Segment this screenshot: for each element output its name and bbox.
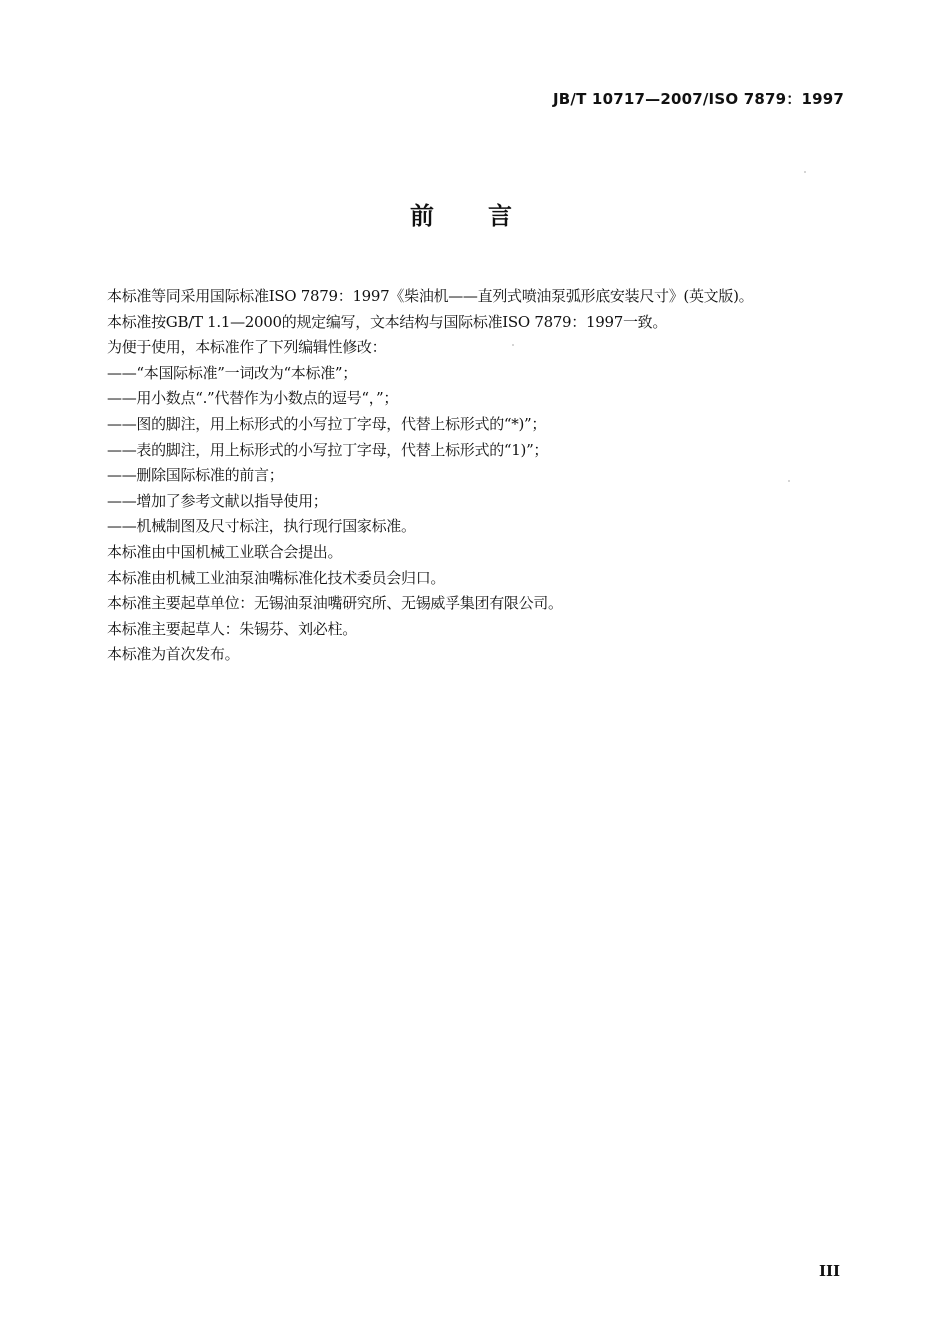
standard-number-header: JB/T 10717—2007/ISO 7879：1997	[552, 90, 844, 108]
scan-speck	[512, 344, 514, 346]
foreword-body	[107, 284, 867, 668]
list-item-edit: ——用小数点“.”代替作为小数点的逗号“，”；	[107, 389, 399, 408]
list-item-edit: ——增加了参考文献以指导使用；	[107, 491, 328, 510]
list-item-edit: ——机械制图及尺寸标注，执行现行国家标准。	[107, 517, 416, 536]
paragraph-drafting-rules: 本标准按GB/T 1.1—2000的规定编写，文本结构与国际标准ISO 7879：1997一致。	[107, 312, 668, 331]
list-item-edit: ——图的脚注，用上标形式的小写拉丁字母，代替上标形式的“*)”；	[107, 414, 547, 433]
page-number: III	[818, 1262, 840, 1280]
list-item-edit: ——表的脚注，用上标形式的小写拉丁字母，代替上标形式的“1)”；	[107, 440, 549, 459]
page-title: 前言	[410, 202, 566, 230]
paragraph-committee: 本标准由机械工业油泵油嘴标准化技术委员会归口。	[107, 568, 446, 587]
paragraph-drafters: 本标准主要起草人：朱锡芬、刘必柱。	[107, 619, 357, 638]
paragraph-edits-intro: 为便于使用，本标准作了下列编辑性修改：	[107, 338, 387, 357]
paragraph-drafting-units: 本标准主要起草单位：无锡油泵油嘴研究所、无锡威孚集团有限公司。	[107, 594, 563, 613]
paragraph-proposer: 本标准由中国机械工业联合会提出。	[107, 542, 343, 561]
paragraph-adoption: 本标准等同采用国际标准ISO 7879：1997《柴油机——直列式喷油泵弧形底安装尺寸》(英文版)。	[107, 287, 754, 305]
scan-speck	[804, 171, 806, 173]
scan-speck	[788, 480, 790, 482]
list-item-edit: ——“本国际标准”一词改为“本标准”；	[107, 363, 357, 382]
paragraph-first-release: 本标准为首次发布。	[107, 645, 240, 664]
list-item-edit: ——删除国际标准的前言；	[107, 466, 284, 485]
